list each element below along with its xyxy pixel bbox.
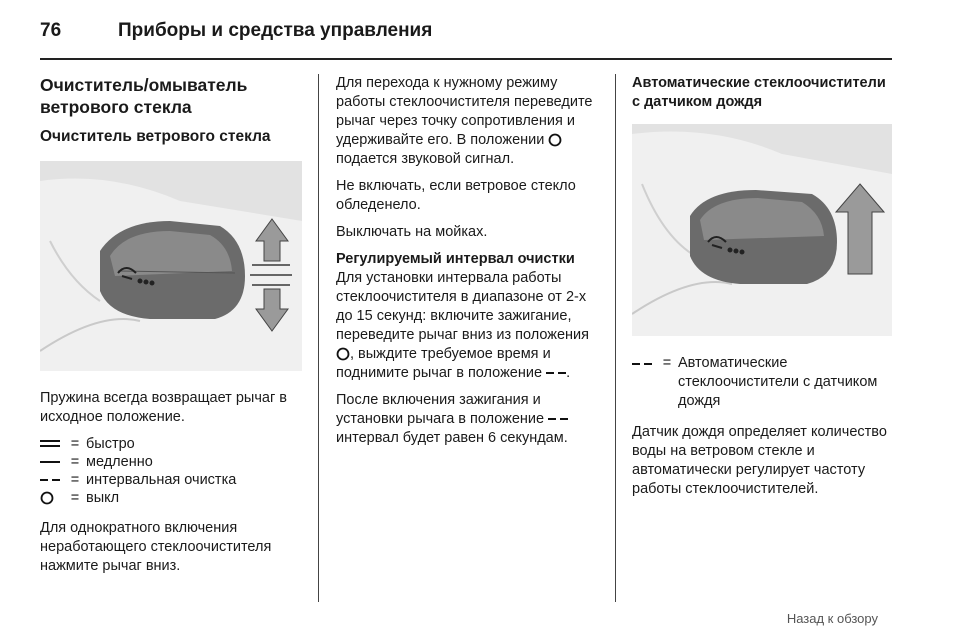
legend-row-interval (40, 471, 302, 489)
legend-row-slow (40, 453, 302, 471)
left-column (40, 74, 302, 584)
interval-setup-text: Для установки интервала работы стеклоочистителя в диапазоне от 2-х до 15 секунд: включите зажигание, переведите рычаг вниз из положения (336, 270, 589, 343)
legend-label: Автоматические стеклоочистители с датчиком дождя (678, 355, 878, 409)
legend-row-fast (40, 435, 302, 453)
legend-equals: = (70, 471, 80, 488)
sub-heading: Очиститель ветрового стекла (40, 128, 271, 145)
single-line-icon (40, 457, 64, 467)
section-title: Приборы и средства управления (118, 20, 433, 41)
rain-sensor-description: Датчик дождя определяет количество воды на ветровом стекле и автоматически регулирует частоту работы стеклоочистителей. (632, 424, 887, 497)
dashed-line-icon (40, 475, 64, 485)
circle-icon (40, 491, 64, 505)
spring-caption: Пружина всегда возвращает рычаг в исходное положение. (40, 390, 287, 425)
header-rule (40, 58, 892, 60)
legend-equals: = (70, 435, 80, 452)
legend-equals: = (662, 355, 672, 371)
interval-setup-text-mid: , выждите требуемое время и поднимите рычаг в положение (336, 346, 551, 381)
column-divider-2 (615, 74, 616, 602)
carwash-note: Выключать на мойках. (336, 224, 488, 240)
mode-switch-paragraph (336, 74, 600, 169)
back-to-overview-link[interactable]: Назад к обзору (786, 611, 878, 626)
rain-sensor-heading: Автоматические стеклоочистители с датчиком дождя (632, 75, 886, 110)
mode-switch-text: Для перехода к нужному режиму работы стеклоочистителя переведите рычаг через точку сопротивления и удерживайте его. В положении (336, 75, 593, 148)
wiper-lever-illustration (40, 161, 302, 371)
page-number: 76 (40, 20, 62, 41)
main-heading: Очиститель/омыватель ветрового стекла (40, 75, 248, 117)
legend-label: интервальная очистка (86, 471, 237, 488)
interval-heading: Регулируемый интервал очистки (336, 251, 575, 267)
legend-equals: = (70, 489, 80, 506)
default-interval-paragraph (336, 391, 600, 448)
default-interval-text-end: интервал будет равен 6 секундам. (336, 430, 568, 446)
legend-label: быстро (86, 435, 135, 452)
single-wipe-note: Для однократного включения неработающего стеклоочистителя нажмите рычаг вниз. (40, 520, 272, 574)
page-header (36, 20, 916, 44)
circle-icon (336, 347, 350, 361)
rain-sensor-lever-illustration (632, 124, 892, 336)
rain-sensor-legend (632, 354, 894, 411)
dashed-line-icon (632, 354, 656, 369)
interval-setup-paragraph (336, 269, 600, 383)
legend-label: медленно (86, 453, 153, 470)
middle-column (336, 74, 600, 456)
column-divider-1 (318, 74, 319, 602)
interval-setup-text-end: . (566, 365, 571, 381)
mode-switch-text-end: подается звуковой сигнал. (336, 151, 515, 167)
legend-label: выкл (86, 489, 120, 506)
dashed-line-icon (546, 368, 566, 378)
ice-warning: Не включать, если ветровое стекло обледенело. (336, 178, 576, 213)
right-column (632, 74, 894, 507)
circle-icon (548, 133, 562, 147)
legend-equals: = (70, 453, 80, 470)
default-interval-text: После включения зажигания и установки рычага в положение (336, 392, 545, 427)
double-line-icon (40, 439, 64, 449)
legend-row-off (40, 489, 302, 507)
wiper-mode-legend (40, 435, 302, 507)
dashed-line-icon (548, 414, 568, 424)
